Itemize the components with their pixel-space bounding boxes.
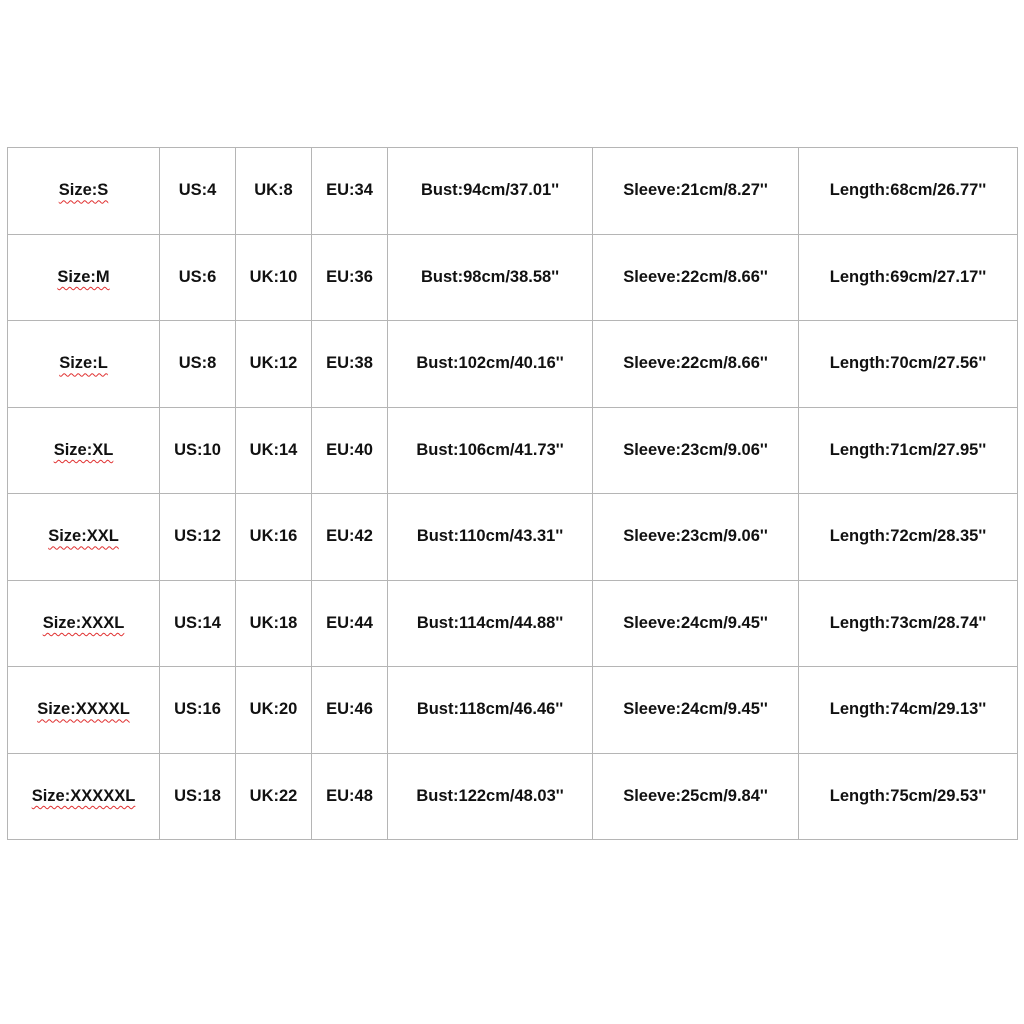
uk-size-cell: UK:22 [236,753,312,840]
bust-cell: Bust:110cm/43.31'' [388,494,593,581]
eu-size-cell: EU:42 [312,494,388,581]
table-row [8,148,1018,235]
size-cell [8,667,160,754]
length-cell: Length:73cm/28.74'' [799,580,1018,667]
size-chart-table [7,147,1018,840]
eu-size-cell: EU:38 [312,321,388,408]
uk-size-cell: UK:14 [236,407,312,494]
eu-size-cell: EU:48 [312,753,388,840]
sleeve-cell: Sleeve:24cm/9.45'' [593,580,799,667]
size-cell [8,234,160,321]
length-cell: Length:74cm/29.13'' [799,667,1018,754]
us-size-cell: US:14 [160,580,236,667]
size-label: Size:S [58,181,109,200]
size-cell [8,753,160,840]
eu-size-cell: EU:34 [312,148,388,235]
us-size-cell: US:16 [160,667,236,754]
length-cell: Length:68cm/26.77'' [799,148,1018,235]
table-row [8,494,1018,581]
eu-size-cell: EU:40 [312,407,388,494]
size-label: Size:L [59,354,108,373]
eu-size-cell: EU:44 [312,580,388,667]
table-row [8,234,1018,321]
sleeve-cell: Sleeve:23cm/9.06'' [593,494,799,581]
uk-size-cell: UK:18 [236,580,312,667]
bust-cell: Bust:94cm/37.01'' [388,148,593,235]
sleeve-cell: Sleeve:25cm/9.84'' [593,753,799,840]
size-label: Size:XXXL [42,613,125,632]
length-cell: Length:75cm/29.53'' [799,753,1018,840]
sleeve-cell: Sleeve:23cm/9.06'' [593,407,799,494]
us-size-cell: US:12 [160,494,236,581]
table-row [8,753,1018,840]
us-size-cell: US:18 [160,753,236,840]
table-row [8,580,1018,667]
sleeve-cell: Sleeve:21cm/8.27'' [593,148,799,235]
table-row [8,667,1018,754]
table-row [8,407,1018,494]
size-label: Size:XXL [48,527,119,546]
size-label: Size:M [57,267,110,286]
us-size-cell: US:10 [160,407,236,494]
length-cell: Length:69cm/27.17'' [799,234,1018,321]
bust-cell: Bust:106cm/41.73'' [388,407,593,494]
us-size-cell: US:8 [160,321,236,408]
bust-cell: Bust:122cm/48.03'' [388,753,593,840]
length-cell: Length:70cm/27.56'' [799,321,1018,408]
size-cell [8,407,160,494]
length-cell: Length:72cm/28.35'' [799,494,1018,581]
uk-size-cell: UK:8 [236,148,312,235]
sleeve-cell: Sleeve:22cm/8.66'' [593,321,799,408]
sleeve-cell: Sleeve:24cm/9.45'' [593,667,799,754]
uk-size-cell: UK:20 [236,667,312,754]
size-label: Size:XXXXXL [31,786,136,805]
size-label: Size:XL [53,440,114,459]
bust-cell: Bust:98cm/38.58'' [388,234,593,321]
table-row [8,321,1018,408]
uk-size-cell: UK:16 [236,494,312,581]
us-size-cell: US:4 [160,148,236,235]
size-cell [8,580,160,667]
eu-size-cell: EU:36 [312,234,388,321]
sleeve-cell: Sleeve:22cm/8.66'' [593,234,799,321]
size-label: Size:XXXXL [37,700,130,719]
bust-cell: Bust:118cm/46.46'' [388,667,593,754]
size-chart-body [8,148,1018,840]
us-size-cell: US:6 [160,234,236,321]
eu-size-cell: EU:46 [312,667,388,754]
uk-size-cell: UK:12 [236,321,312,408]
length-cell: Length:71cm/27.95'' [799,407,1018,494]
bust-cell: Bust:102cm/40.16'' [388,321,593,408]
bust-cell: Bust:114cm/44.88'' [388,580,593,667]
uk-size-cell: UK:10 [236,234,312,321]
size-cell [8,494,160,581]
size-cell [8,148,160,235]
size-cell [8,321,160,408]
